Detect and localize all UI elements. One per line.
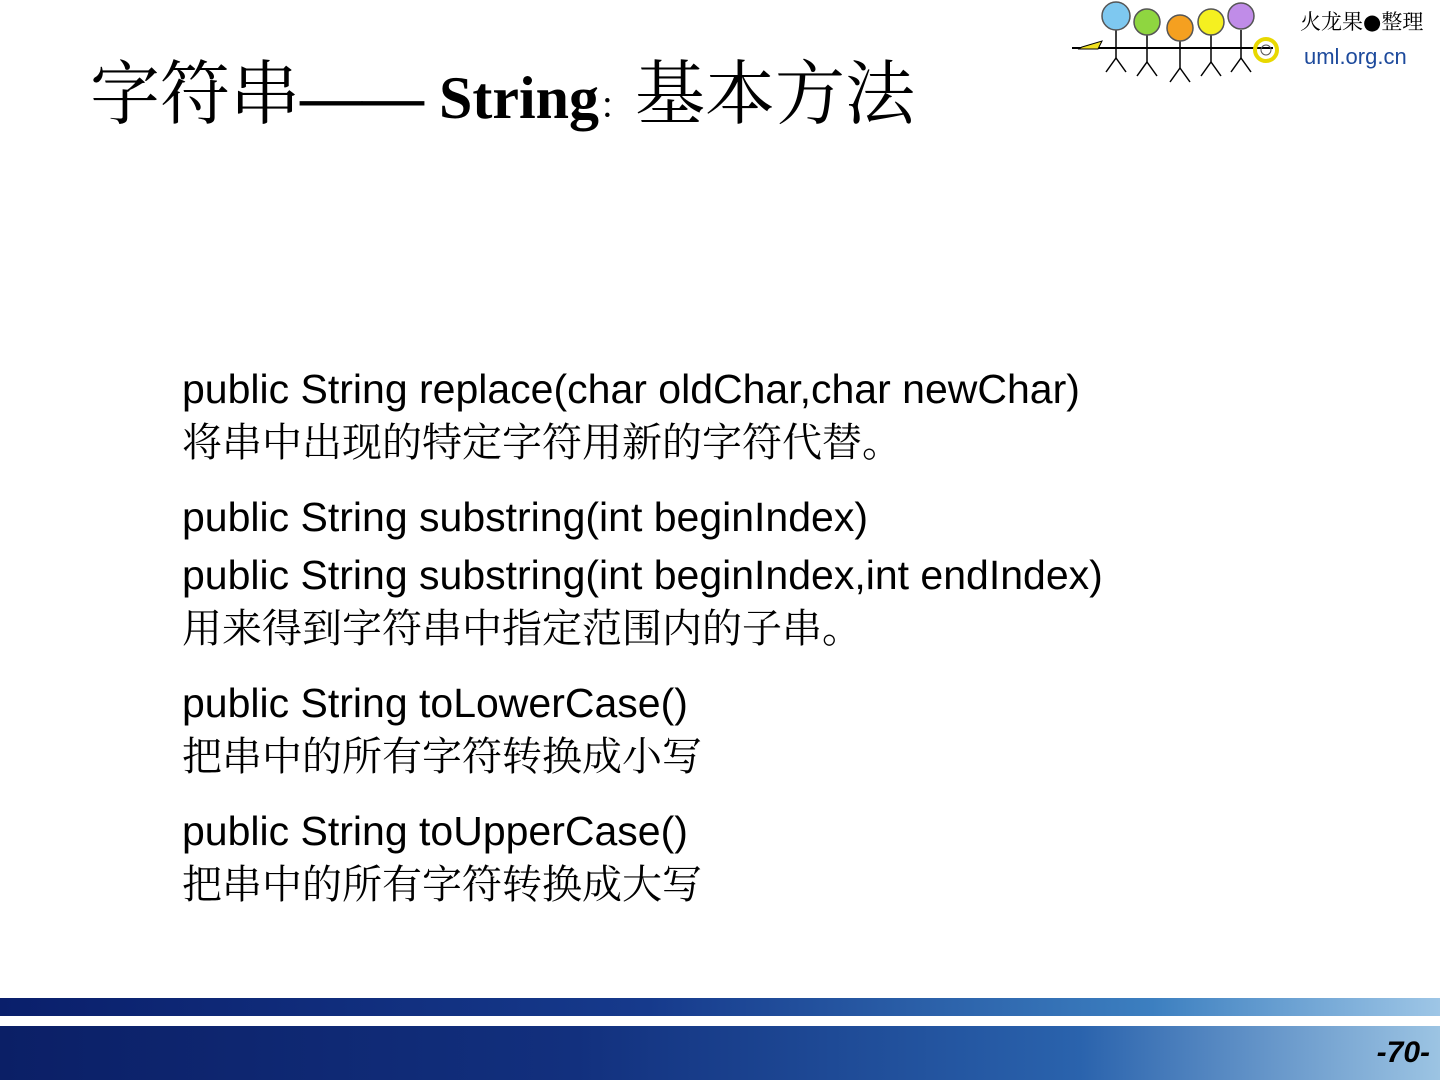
footer-stripe-gap (0, 1016, 1440, 1026)
method-description: 把串中的所有字符转换成小写 (182, 734, 702, 780)
method-signature: public String toUpperCase() (182, 808, 688, 854)
method-description: 用来得到字符串中指定范围内的子串。 (182, 606, 862, 652)
title-latin: String (424, 65, 600, 131)
method-signature: public String substring(int beginIndex) (182, 494, 868, 540)
slide-title (90, 52, 915, 149)
footer-stripe-bottom (0, 1026, 1440, 1080)
method-block-tolowercase (182, 676, 1382, 784)
title-cjk-suffix: 基本方法 (635, 53, 916, 135)
title-dash: —— (300, 64, 424, 132)
method-description: 将串中出现的特定字符用新的字符代替。 (182, 420, 902, 466)
title-cjk-prefix: 字符串 (90, 53, 300, 135)
logo-url: uml.org.cn (1304, 44, 1407, 69)
method-block-touppercase (182, 804, 1382, 912)
method-signature: public String substring(int beginIndex,int endIndex) (182, 552, 1103, 598)
method-signature: public String toLowerCase() (182, 680, 688, 726)
stick-figures-logo-icon (1068, 0, 1298, 90)
method-signature: public String replace(char oldChar,char newChar) (182, 366, 1080, 412)
method-list (182, 362, 1382, 924)
title-colon: ： (599, 86, 636, 127)
logo (1068, 0, 1440, 90)
page-number: -70- (1376, 1036, 1430, 1069)
logo-text: 火龙果●整理 (1300, 10, 1424, 34)
method-description: 把串中的所有字符转换成大写 (182, 862, 702, 908)
footer-bar (0, 998, 1440, 1080)
method-block-substring (182, 490, 1382, 656)
method-block-replace (182, 362, 1382, 470)
footer-stripe-top (0, 998, 1440, 1016)
